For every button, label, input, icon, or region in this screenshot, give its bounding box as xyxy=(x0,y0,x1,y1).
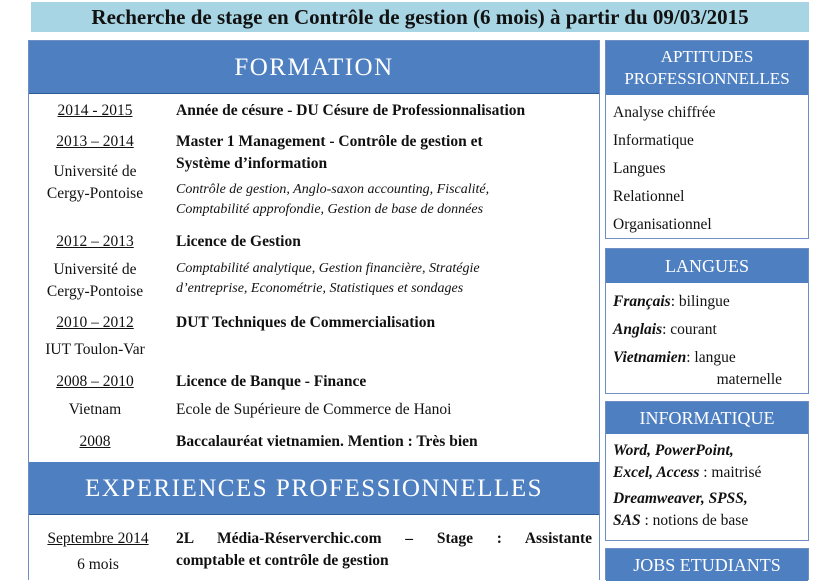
entry-title: 2L Média-Réserverchic.com – Stage : Assistante comptable et contrôle de gestion xyxy=(176,530,592,569)
entry-place: Vietnam xyxy=(68,401,122,418)
entry-date: Septembre 2014 xyxy=(47,530,149,547)
entry-title: Baccalauréat vietnamien. Mention : Très bien xyxy=(176,433,478,450)
main-column xyxy=(28,40,600,580)
aptitudes-heading: APTITUDES PROFESSIONNELLES xyxy=(606,41,808,95)
entry-title: Licence de Gestion xyxy=(176,233,301,250)
entry-duration: 6 mois xyxy=(77,556,119,573)
langues-heading: LANGUES xyxy=(606,249,808,283)
aptitude-item: Relationnel xyxy=(613,188,685,205)
entry-place: Université de Cergy-Pontoise xyxy=(46,261,144,300)
page-title: Recherche de stage en Contrôle de gestion (6 mois) à partir du 09/03/2015 xyxy=(31,2,809,32)
entry-title: Année de césure - DU Césure de Professionnalisation xyxy=(176,102,526,119)
experiences-heading: EXPERIENCES PROFESSIONNELLES xyxy=(29,462,599,515)
informatique-heading: INFORMATIQUE xyxy=(606,402,808,434)
entry-details: Comptabilité analytique, Gestion financière, Stratégie d’entreprise, Econométrie, Statistiques et sondages xyxy=(176,261,480,296)
entry-date: 2012 – 2013 xyxy=(56,233,134,250)
entry-title: DUT Techniques de Commercialisation xyxy=(176,314,436,331)
aptitude-item: Langues xyxy=(613,160,666,177)
informatique-box xyxy=(605,401,809,541)
entry-date: 2010 – 2012 xyxy=(56,314,134,331)
aptitudes-box xyxy=(605,40,809,239)
aptitude-item: Informatique xyxy=(613,132,694,149)
jobs-box xyxy=(605,548,809,580)
entry-school: Ecole de Supérieure de Commerce de Hanoi xyxy=(176,401,452,418)
langues-box xyxy=(605,248,809,394)
entry-place: IUT Toulon-Var xyxy=(45,341,145,358)
entry-date: 2013 – 2014 xyxy=(56,133,134,150)
entry-title: Master 1 Management - Contrôle de gestion et Système d’information xyxy=(176,133,483,172)
entry-details: Contrôle de gestion, Anglo-saxon accounting, Fiscalité, Comptabilité approfondie, Gestion de base de données xyxy=(176,182,490,217)
entry-place: Université de Cergy-Pontoise xyxy=(46,163,144,202)
entry-date: 2008 – 2010 xyxy=(56,373,134,390)
entry-date: 2014 - 2015 xyxy=(57,102,133,119)
informatique-line: Excel, Access : maitrisé xyxy=(613,464,762,481)
langue-item: Français: bilingue xyxy=(613,293,730,310)
langue-item: Vietnamien: langue maternelle xyxy=(613,349,782,388)
informatique-line: Word, PowerPoint, xyxy=(613,442,734,459)
jobs-heading: JOBS ETUDIANTS xyxy=(606,549,808,581)
entry-title: Licence de Banque - Finance xyxy=(176,373,367,390)
informatique-line: SAS : notions de base xyxy=(613,512,749,529)
aptitude-item: Organisationnel xyxy=(613,216,712,233)
langue-item: Anglais: courant xyxy=(613,321,717,338)
entry-date: 2008 xyxy=(79,433,111,450)
informatique-line: Dreamweaver, SPSS, xyxy=(613,490,748,507)
formation-heading: FORMATION xyxy=(29,41,599,94)
aptitude-item: Analyse chiffrée xyxy=(613,104,716,121)
